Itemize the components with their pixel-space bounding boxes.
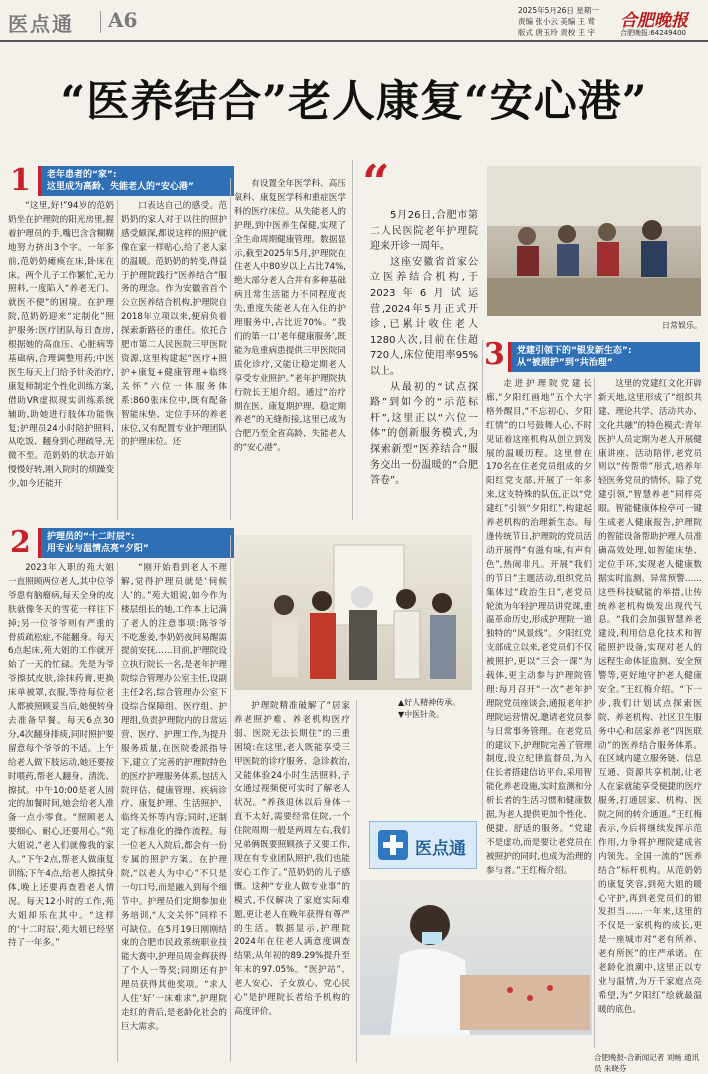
intro-quote [370,208,478,487]
s3-column-2: 这里的党建红文化开辟新天地,这里形成了“组织共建、理论共学、活动共办、文化共融”的特色模式:青年医护人员定期为老人开展健康讲座、活动陪伴,老党员则以“传帮带”形式,培养年轻医务党员的情怀。除了党建引领,“智慧养老”同样亮眼。智能健康体检亭可一键生成老人健康报告,护理院的智能设备帮助护理人员准确高效处理,如智能床垫、定位手环,实现老人健康数据实时监测、异常预警……这些科技赋能的举措,让传统养老机构焕发出现代气息。“我们会加强智慧养老建设,利用信息化技术和智能照护设备,实现对老人的远程生命体征监测、安全预警等,更好地守护老人健康安全。”王红梅介绍。“下一步,我们计划试点探索医院、养老机构、社区卫生服务中心和居家养老“四医联动”的医养结合服务体系。在区域内建立服务链、信息互通、资源共享机制,让老人在家就能享受便捷的医疗服务,打通居家、机构、医院之间的转介通道。”王红梅表示,今后将继续发挥示范作用,力争将护理院建成省内领先、全国一流的“医养结合”标杆机构。从范奶奶的康复笑容,到苑大姐的暖心守护,再到老党员们的银发担当……一年来,这里的不仅是一家机构的成长,更是一座城市对“老有所养、老有所医”的庄严承诺。在老龄化浪潮中,这里正以专业与温情,为万千家庭点亮希望,为“夕阳红”绘就最温暖的底色。 [598,379,702,1015]
s2-column-1: 2023年入职的苑大姐一直照顾两位老人,其中位爷爷患有脑瘤病,每天全身的皮肤就像冬天的雪花一样往下掉;另一位爷爷则有严重的骨质疏松症,不能翻身。每天6点起床,苑大姐的工作就开始了一天的忙碌。先是为爷爷擦拭皮肤,涂抹药膏,更换床单被罩,衣服,等待每位老人都被照顾妥当后,她便转身去准备早餐。每天6点30分,4次翻身排痰,同时照护要留意每个爷爷的不适。上午给老人做下肢运动,她还要按时喂药,帮老人翻身、清洗、擦拭。中午10:00是老人固定的加餐时间,她会给老人准备一点小零食。“照顾老人要细心、耐心,还要用心。”苑大姐说,“老人们就像我的家人。”下午2点,帮老人做康复训练;下午4点,给老人擦拭身体,晚上还要再查看老人情况。每天12小时的工作,苑大姐却乐在其中。“这样的‘十二时辰’,苑大姐已经坚持了一年多。” [8,563,115,949]
header-divider [100,11,101,33]
photo-acupuncture [360,880,592,1035]
section-3-title-line1: 党建引领下的“银发新生态”: [517,346,632,356]
header-rule [0,40,708,42]
photo-calligraphy [234,535,472,690]
quote-mark-icon: “ [362,155,390,211]
s2-column-2: “刚开始看到老人不理解,觉得护理员就是‘伺候人’的。”苑大姐说,如今作为楼层组长的她,工作本上记满了老人的注意事项:陈爷爷不吃葱姜,李奶奶夜间易醒需提前安抚……目前,护理院设立执行院长一名,是老年护理院综合管理办公室主任,设副主任2名,综合管理办公室下设综合保障组、医疗组、护理组,负责护理院内的日常运营、医疗、护理工作,为提升服务质量,在医院委派指导下,建立了完善的护理院特色的医疗护理服务体系,包括入院评估、健康管理、疾病诊疗、康复护理、生活照护、临终关怀等内容;同时,还制定了标准化的操作流程。每一位老人入院后,都会有一份专属的照护方案。在护理院,“以老人为中心”不只是一句口号,而是融入到每个细节中。护理员们定期参加业务培训,“人文关怀”同样不可缺位。在5月19日刚刚结束的合肥市民政系统职业技能大赛中,护理员周金辉获得了个人一等奖;同期还有护理员获得其他奖项。“求人人住‘好’一床难求”,护理院走红的背后,是老龄化社会的巨大需求。 [121,563,227,1032]
section-2-title-line1: 护理员的“十二时辰”: [47,532,135,542]
intro-paragraph-2: 这座安徽省首家公立医养结合机构,于2023年6月试运营,2024年5月正式开诊,已累计收住老人1280人次,目前在住超720人,床位使用率95%以上。 [370,256,478,377]
column-rule [356,700,357,1062]
paper-logo: 合肥晚报 [620,11,688,31]
layout-credits: 版式 唐玉玲 责校 王 宇 [518,28,596,37]
header-meta [518,5,599,38]
photo-daily-activities [487,166,701,316]
section-2-number: 2 [10,525,31,560]
s1-column-3: 有设置全年医学科、高压氧科、康复医学科和重症医学科的医疗床位。从失能老人的护理,到中医养生保健,实现了全生命周期健康管理。数据显示,截至2025年5月,护理院在住老人中80岁以上占比74%,绝大部分老人合并有多种基础病且常生活能力不同程度丧失,重度失能老人在入住的护理服务中,占比近70%。“我们的第一口‘老年健康服务’,既能为危重病患提供三甲医院同质化诊疗,又能让稳定期老人享受专业照护。”老年护理院执行院长王旭介绍。通过“治疗期在医、康复期护理、稳定期养老”的无缝衔接,这里已成为合肥乃至全省高龄、失能老人的“安心港”。 [234,179,346,454]
byline: 合肥晚报-合新闻记者 刘畅 通讯员 朱晓芬 [594,1053,699,1073]
headline: “医养结合”老人康复“安心港” [60,77,648,127]
section-name: 医点通 [8,12,74,36]
hotline: 合肥晚报:64249400 [620,29,686,37]
column-rule [117,562,118,1062]
s3-column-1: 走进护理院党建长廊,“夕阳红画地”五个大字格外醒目,“不忘初心、夕阳红情”的口号鼓舞人心,不时见证着这座机构从创立到发展的温暖历程。这里曾在170名在住老党员组成的夕阳红党支部,开展了一年多来,这支特殊的队伍,正以“党建红”引领“夕阳红”,构建起养老机构的治理新生态。每逢传统节日,护理院的党员活动开展得“有滋有味,有声有色”,热闹非凡。开展“我们的节日”主题活动,组织党员集体过“政治生日”,老党员轮流为年轻护理员讲党课,重温革命历史,形成护理院一道独特的“风景线”。夕阳红党支部成立以来,老党员们不仅被照护,更以“三会一课”为载体,更主动参与护理院管理:每月召开“一次”老年护理院党员座谈会,通报老年护理院运营情况,邀请老党员参与日常事务管理。在老党员的建议下,护理院完善了管理制度,设立纪律监督员,为入住长者搭建信访平台,采用智能化养老设施,实时监测和分析长者的生活习惯和健康数据,为老人提供更加个性化、便捷、舒适的服务。“党建不是虚功,而是要让老党员在被照护的同时,也成为治理的参与者。”王红梅介绍。 [486,379,592,876]
column-rule [482,340,483,820]
s1-column-2: 口表达自己的感受。范奶奶的家人对于以往的照护感受颇深,都说这样的照护就像在家一样贴心,给了老人家的温暖。范奶奶的转变,得益于护理院践行“医养结合”服务的理念。作为安徽省首个公立医养结合机构,护理院自2018年立项以来,便肩负着探索新路径的重任。依托合肥市第二人民医院三甲医院资源,这里构建起“医疗+照护+康复+健康管理+临终关怀”六位一体服务体系:860张床位中,既有配备智能床垫、定位手环的养老床位,又有配置专业护理团队的护理床位。还 [121,201,227,448]
section-3-title [508,342,700,372]
section-2-title-line2: 用专业与温情点亮“夕阳” [47,544,149,554]
section-3-title-line2: 从“被照护”到“共治理” [517,358,613,368]
page-number: A6 [108,8,138,32]
s2-column-3: 护理院精准破解了“居家养老照护难、养老机构医疗弱、医院无法长期住”的三重困境:在这里,老人既能享受三甲医院的诊疗服务、急诊救治,又能体验24小时生活照料,子女通过视频便可实时了解老人状况。“养孩退休以后身体一直不太好,需要经常住院,一个住院周期一般是两周左右,我们兄弟俩既要照顾孩子又要工作,现在有专业团队照护,我们也能安心工作了。”范奶奶的儿子感慨。这种“专业人做专业事”的模式,不仅解决了家庭实际难题,更让老人在晚年获得有尊严的生活。数据显示,护理院2024年在住老人满意度调查结果,从年初的89.29%提升至年末的97.05%。“医护站”、老人安心、子女放心、党心民心”是护理院长者给予机构的高度评价。 [234,701,350,1017]
s1-column-1: “这里,好!”94岁的范奶奶坐在护理院的阳光房里,握着护理员的手,嘴巴含含糊糊地努力挤出3个字。一年多前,范奶奶瘫痪在床,卧床在床。两个儿子工作繁忙,无力照料,一度陷入“养老无门、就医不便”的困境。在护理院,范奶奶迎来“定制化”照护服务:医疗团队每日查房,根据她的高血压、心脏病等基础病,合理调整用药;中医医生每天上门给予针灸治疗,康复师制定个性化训练方案,借助VR虚拟现实训练系统辅助,助她进行肢体功能恢复;护理员24小时陪护照料,从吃饭、翻身到心理疏导,无微不至。范奶奶的状态开始慢慢好转,刚入院时的烦躁变少,如今还能开 [8,201,114,490]
badge-label: 医点通 [415,839,466,859]
photo-caption-1: 日常娱乐。 [662,321,702,330]
medical-cross-icon [378,830,408,860]
issue-date: 2025年5月26日 星期一 [518,6,599,15]
section-1-title [38,166,234,196]
column-rule [230,178,231,520]
intro-paragraph-1: 5月26日,合肥市第二人民医院老年护理院迎来开诊一周年。 [370,210,478,253]
section-1-title-line2: 这里成为高龄、失能老人的“安心港” [47,182,194,192]
editor-credits: 责编 张小云 美编 王 莺 [518,17,596,26]
photo-caption-2a: ▲好人精神传承。 [398,698,461,707]
column-rule [352,160,353,520]
section-1-number: 1 [10,163,31,198]
section-3-number: 3 [484,337,505,372]
section-1-title-line1: 老年患者的“家”: [47,170,117,180]
section-2-title [38,528,234,558]
column-rule [117,200,118,520]
intro-paragraph-3: 从最初的“试点探路”到如今的“示范标杆”,这里正以“六位一体”的创新服务模式,为探索新型“医养结合”服务交出一份温暖的“合肥答卷”。 [370,381,478,487]
photo-caption-2b: ▼中医针灸。 [398,710,445,719]
column-rule [594,378,595,1048]
column-rule [230,535,231,1062]
